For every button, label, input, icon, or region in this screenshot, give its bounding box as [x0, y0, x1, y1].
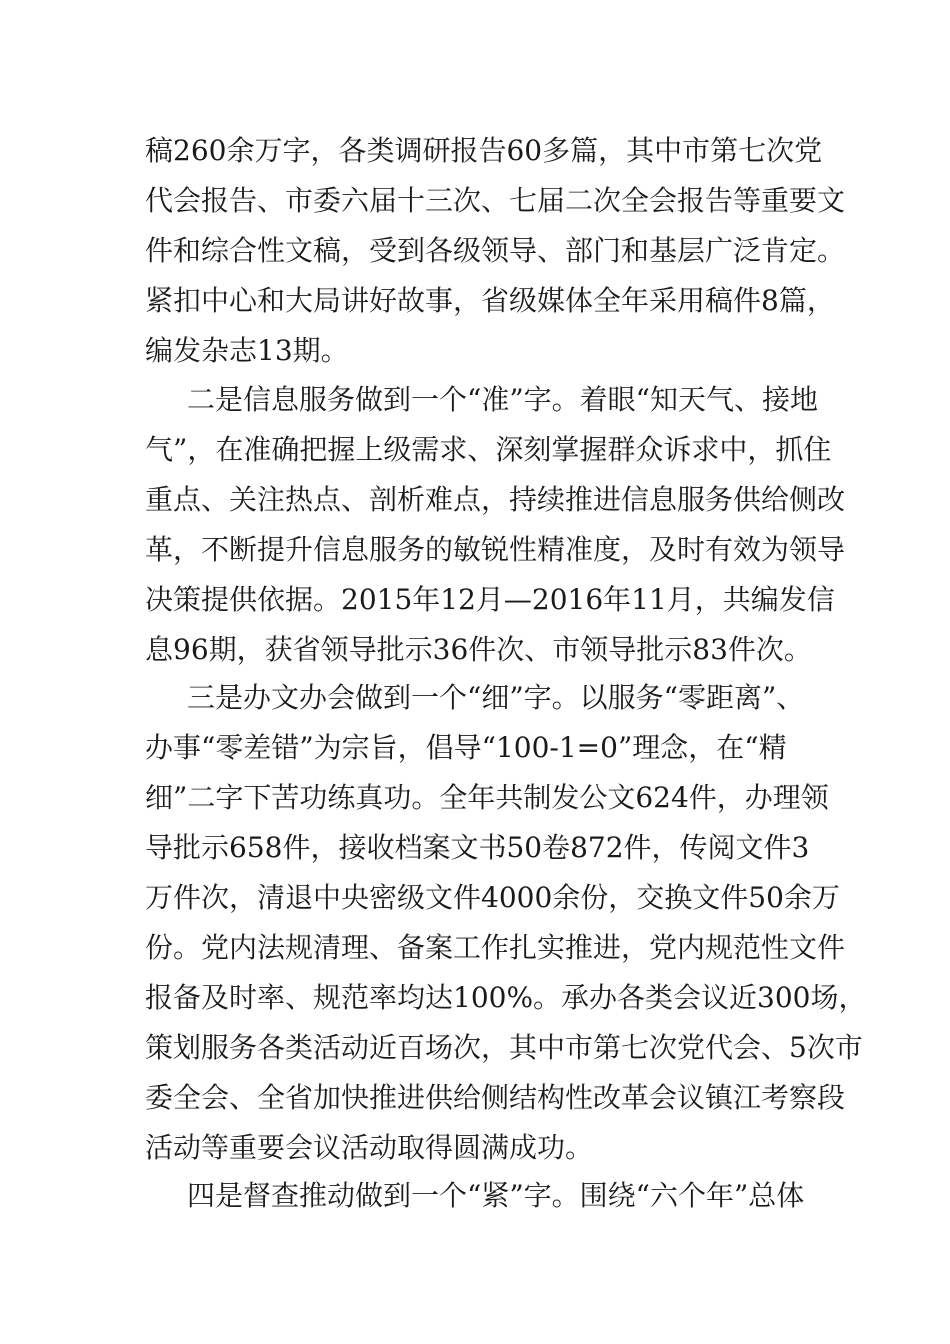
- text-line: 细”二字下苦功练真功。全年共制发公文624件，办理领: [145, 781, 829, 814]
- text-line: 策划服务各类活动近百场次，其中市第七次党代会、5次市: [145, 1031, 863, 1064]
- text-line: 件和综合性文稿，受到各级领导、部门和基层广泛肯定。: [145, 234, 846, 267]
- text-line: 报备及时率、规范率均达100%。承办各类会议近300场，: [145, 981, 867, 1014]
- text-line: 决策提供依据。2015年12月—2016年11月，共编发信: [145, 583, 835, 616]
- text-line: 编发杂志13期。: [145, 334, 349, 367]
- text-line: 委全会、全省加快推进供给侧结构性改革会议镇江考察段: [145, 1081, 846, 1114]
- text-line: 稿260余万字，各类调研报告60多篇，其中市第七次党: [145, 134, 823, 167]
- text-line: 万件次，清退中央密级文件4000余份，交换文件50余万: [145, 881, 840, 914]
- text-line: 紧扣中心和大局讲好故事，省级媒体全年采用稿件8篇，: [145, 284, 835, 317]
- text-line: 导批示658件，接收档案文书50卷872件，传阅文件3: [145, 831, 810, 864]
- paragraph-start: 四是督查推动做到一个“紧”字。围绕“六个年”总体: [187, 1179, 805, 1212]
- text-line: 份。党内法规清理、备案工作扎实推进，党内规范性文件: [145, 931, 846, 964]
- text-line: 办事“零差错”为宗旨，倡导“100-1=0”理念，在“精: [145, 731, 787, 764]
- text-line: 革，不断提升信息服务的敏锐性精准度，及时有效为领导: [145, 533, 846, 566]
- text-line: 代会报告、市委六届十三次、七届二次全会报告等重要文: [145, 184, 846, 217]
- paragraph-start: 三是办文办会做到一个“细”字。以服务“零距离”、: [187, 681, 805, 714]
- text-line: 息96期，获省领导批示36件次、市领导批示83件次。: [145, 633, 812, 666]
- text-line: 活动等重要会议活动取得圆满成功。: [145, 1131, 594, 1164]
- text-line: 重点、关注热点、剖析难点，持续推进信息服务供给侧改: [145, 483, 846, 516]
- paragraph-start: 二是信息服务做到一个“准”字。着眼“知天气、接地: [187, 383, 818, 416]
- text-line: 气”，在准确把握上级需求、深刻掌握群众诉求中，抓住: [145, 433, 832, 466]
